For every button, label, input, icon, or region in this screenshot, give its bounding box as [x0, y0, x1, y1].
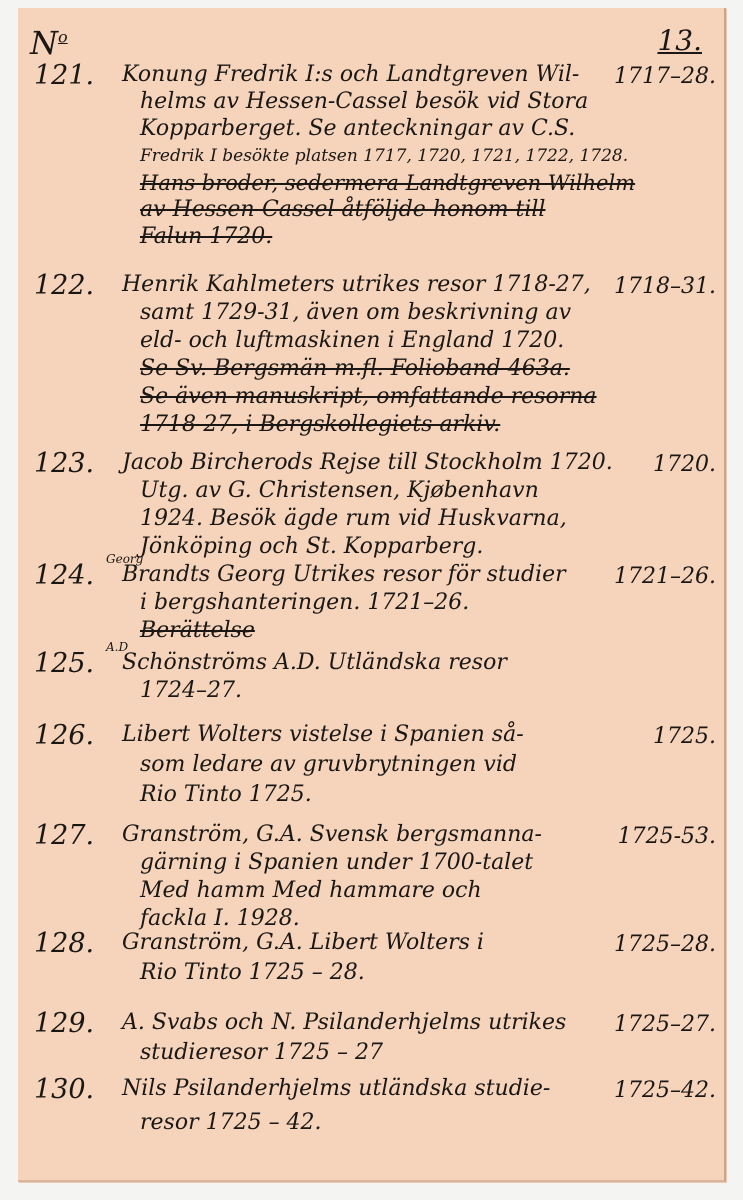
- text-line: Med hamm Med hammare och: [140, 878, 482, 903]
- entry-year: 1725–27.: [614, 1012, 716, 1037]
- entry-year: 1725–28.: [614, 932, 716, 957]
- text-line: Rio Tinto 1725 – 28.: [140, 960, 365, 985]
- text-line: helms av Hessen-Cassel besök vid Stora: [140, 89, 589, 114]
- entry-year: 1717–28.: [614, 64, 716, 89]
- entry-year: 1725.: [653, 724, 716, 749]
- text-line: Nils Psilanderhjelms utländska studie-: [122, 1076, 551, 1101]
- entry-number: 130.: [34, 1074, 95, 1105]
- insertion-note: Georg: [106, 552, 144, 566]
- text-line: Fredrik I besökte platsen 1717, 1720, 1721, 1722, 1728.: [140, 146, 629, 166]
- entry-number: 127.: [34, 820, 95, 851]
- text-line: Henrik Kahlmeters utrikes resor 1718-27,: [122, 272, 591, 297]
- page-number: 13.: [657, 24, 702, 57]
- entry-year: 1720.: [653, 452, 716, 477]
- text-line: Jacob Bircherods Rejse till Stockholm 1720.: [122, 450, 613, 475]
- entry-number: 123.: [34, 448, 95, 479]
- number-column-header: $N^o$: [30, 24, 68, 62]
- entry-number: 126.: [34, 720, 95, 751]
- text-line: Jönköping och St. Kopparberg.: [140, 534, 484, 559]
- text-line: Brandts Georg Utrikes resor för studier: [122, 562, 566, 587]
- text-line: 1924. Besök ägde rum vid Huskvarna,: [140, 506, 567, 531]
- text-line: A. Svabs och N. Psilanderhjelms utrikes: [122, 1010, 567, 1035]
- document-sheet: [18, 8, 726, 1182]
- text-line: studieresor 1725 – 27: [140, 1040, 383, 1065]
- text-line: Libert Wolters vistelse i Spanien så-: [122, 722, 524, 747]
- text-line: Granström, G.A. Svensk bergsmanna-: [122, 822, 542, 847]
- entry-year: 1725-53.: [617, 824, 716, 849]
- text-line: Kopparberget. Se anteckningar av C.S.: [140, 116, 576, 141]
- struck-text-line: Se även manuskript, omfattande resorna: [140, 384, 597, 409]
- text-line: Utg. av G. Christensen, Kjøbenhavn: [140, 478, 539, 503]
- text-line: Konung Fredrik I:s och Landtgreven Wil-: [122, 62, 580, 87]
- text-line: gärning i Spanien under 1700-talet: [140, 850, 534, 875]
- text-line: samt 1729-31, även om beskrivning av: [140, 300, 572, 325]
- text-line: fackla I. 1928.: [140, 906, 300, 931]
- struck-text-line: 1718-27, i Bergskollegiets arkiv.: [140, 412, 501, 437]
- insertion-note: A.D: [106, 640, 129, 654]
- text-line: resor 1725 – 42.: [140, 1110, 322, 1135]
- text-line: Granström, G.A. Libert Wolters i: [122, 930, 484, 955]
- text-line: Schönströms A.D. Utländska resor: [122, 650, 507, 675]
- entry-number: 121.: [34, 60, 95, 91]
- struck-text-line: Hans broder, sedermera Landtgreven Wilhelm: [140, 171, 636, 195]
- struck-text-line: av Hessen-Cassel åtföljde honom till: [140, 197, 546, 222]
- text-line: i bergshanteringen. 1721–26.: [140, 590, 470, 615]
- text-line: eld- och luftmaskinen i England 1720.: [140, 328, 565, 353]
- struck-text-line: Berättelse: [140, 618, 255, 643]
- entry-number: 128.: [34, 928, 95, 959]
- entry-number: 124.: [34, 560, 95, 591]
- entry-number: 129.: [34, 1008, 95, 1039]
- text-line: som ledare av gruvbrytningen vid: [140, 752, 517, 777]
- struck-text-line: Falun 1720.: [140, 224, 273, 249]
- text-line: Rio Tinto 1725.: [140, 782, 312, 807]
- text-line: 1724–27.: [140, 678, 242, 703]
- entry-year: 1725–42.: [614, 1078, 716, 1103]
- entry-number: 125.: [34, 648, 95, 679]
- entry-year: 1718–31.: [614, 274, 716, 299]
- struck-text-line: Se Sv. Bergsmän m.fl. Folioband 463a.: [140, 356, 570, 381]
- entry-year: 1721–26.: [614, 564, 716, 589]
- entry-number: 122.: [34, 270, 95, 301]
